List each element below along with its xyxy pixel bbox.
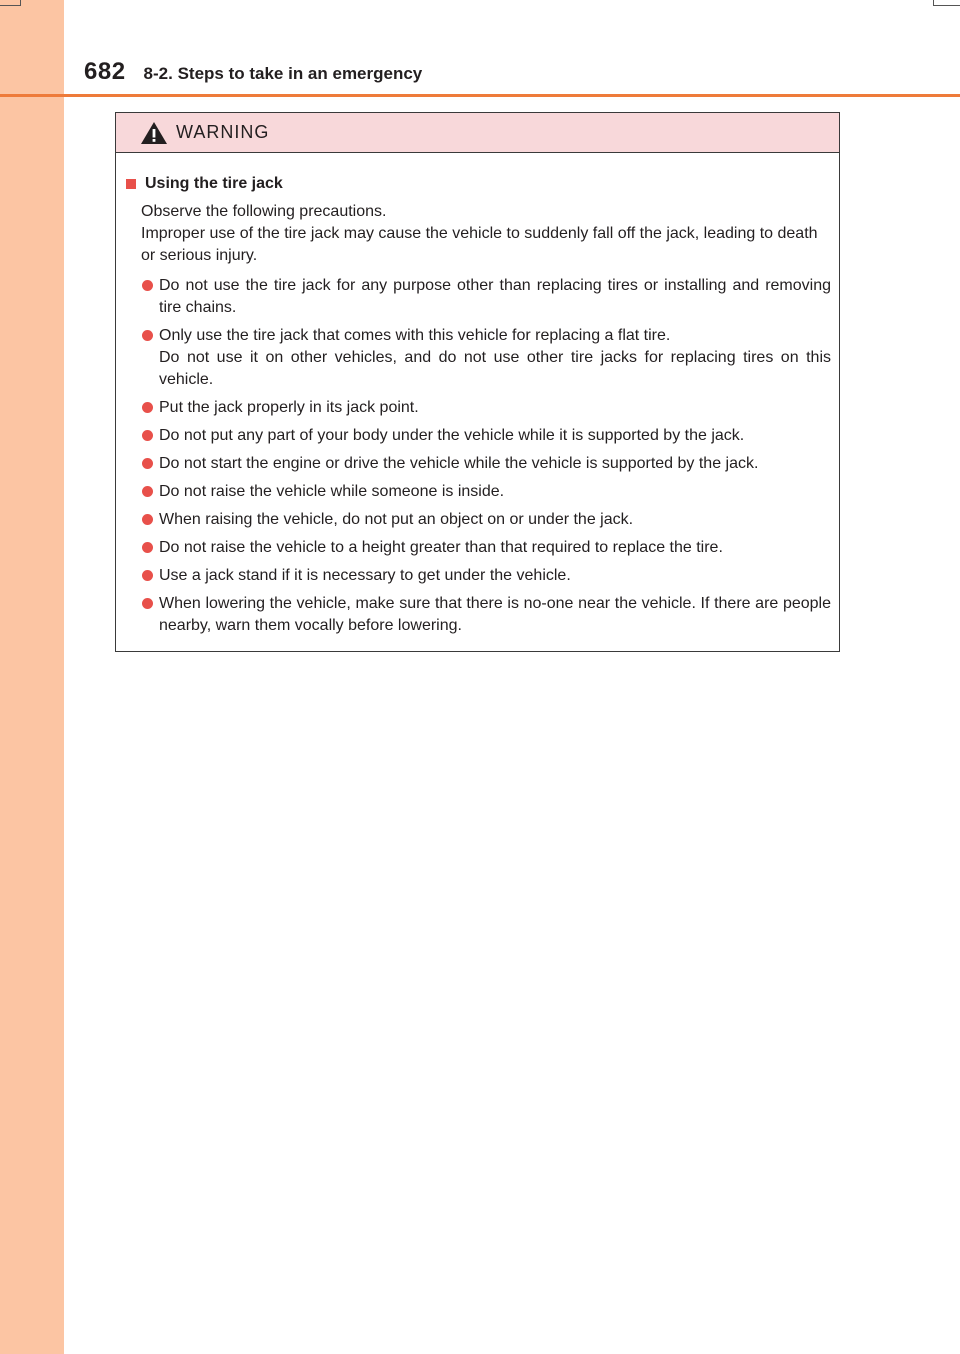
precaution-text: Do not put any part of your body under the vehicle while it is supported by the jack. <box>159 427 745 444</box>
round-bullet-icon <box>142 402 153 413</box>
precaution-text: Do not start the engine or drive the vehicle while the vehicle is supported by the jack. <box>159 455 759 472</box>
round-bullet-icon <box>142 430 153 441</box>
precaution-text: Do not use the tire jack for any purpose other than replacing tires or installing and removing tire chains. <box>159 277 831 316</box>
crop-mark-top-right-horizontal <box>933 5 960 6</box>
precaution-text: Only use the tire jack that comes with this vehicle for replacing a flat tire. <box>159 327 671 344</box>
precaution-text: Put the jack properly in its jack point. <box>159 399 419 416</box>
intro-line: Improper use of the tire jack may cause the vehicle to suddenly fall off the jack, leading to death or serious injury. <box>141 225 818 264</box>
warning-header <box>116 113 839 153</box>
precaution-list <box>124 275 831 637</box>
header-rule <box>0 94 960 97</box>
round-bullet-icon <box>142 598 153 609</box>
precaution-text: When raising the vehicle, do not put an object on or under the jack. <box>159 511 634 528</box>
round-bullet-icon <box>142 330 153 341</box>
precaution-text: Do not raise the vehicle to a height greater than that required to replace the tire. <box>159 539 723 556</box>
subsection-heading <box>124 173 831 195</box>
round-bullet-icon <box>142 570 153 581</box>
crop-mark-top-left-horizontal <box>0 5 21 6</box>
precaution-item <box>124 453 831 475</box>
precaution-item <box>124 593 831 637</box>
subsection-title: Using the tire jack <box>145 175 283 192</box>
precaution-item <box>124 565 831 587</box>
precaution-item <box>124 425 831 447</box>
round-bullet-icon <box>142 458 153 469</box>
intro-line: Observe the following precautions. <box>141 203 387 220</box>
precaution-text: When lowering the vehicle, make sure that there is no-one near the vehicle. If there are people nearby, warn them vocally before lowering. <box>159 595 831 634</box>
round-bullet-icon <box>142 280 153 291</box>
square-bullet-icon <box>126 179 136 189</box>
precaution-text: Do not raise the vehicle while someone is inside. <box>159 483 505 500</box>
warning-body <box>116 153 839 637</box>
round-bullet-icon <box>142 514 153 525</box>
precaution-item <box>124 325 831 391</box>
section-title: 8-2. Steps to take in an emergency <box>143 64 423 83</box>
page-header <box>84 58 422 86</box>
page-number: 682 <box>84 58 126 85</box>
precaution-item <box>124 397 831 419</box>
warning-title: WARNING <box>176 122 270 142</box>
precaution-item <box>124 537 831 559</box>
precaution-text: Use a jack stand if it is necessary to get under the vehicle. <box>159 567 571 584</box>
intro-text <box>124 201 831 267</box>
precaution-item <box>124 275 831 319</box>
chapter-side-tab <box>0 0 64 1354</box>
round-bullet-icon <box>142 486 153 497</box>
precaution-item <box>124 481 831 503</box>
round-bullet-icon <box>142 542 153 553</box>
warning-triangle-icon <box>140 121 168 145</box>
precaution-text: Do not use it on other vehicles, and do not use other tire jacks for replacing tires on this vehicle. <box>159 349 831 388</box>
warning-box <box>115 112 840 652</box>
precaution-item <box>124 509 831 531</box>
